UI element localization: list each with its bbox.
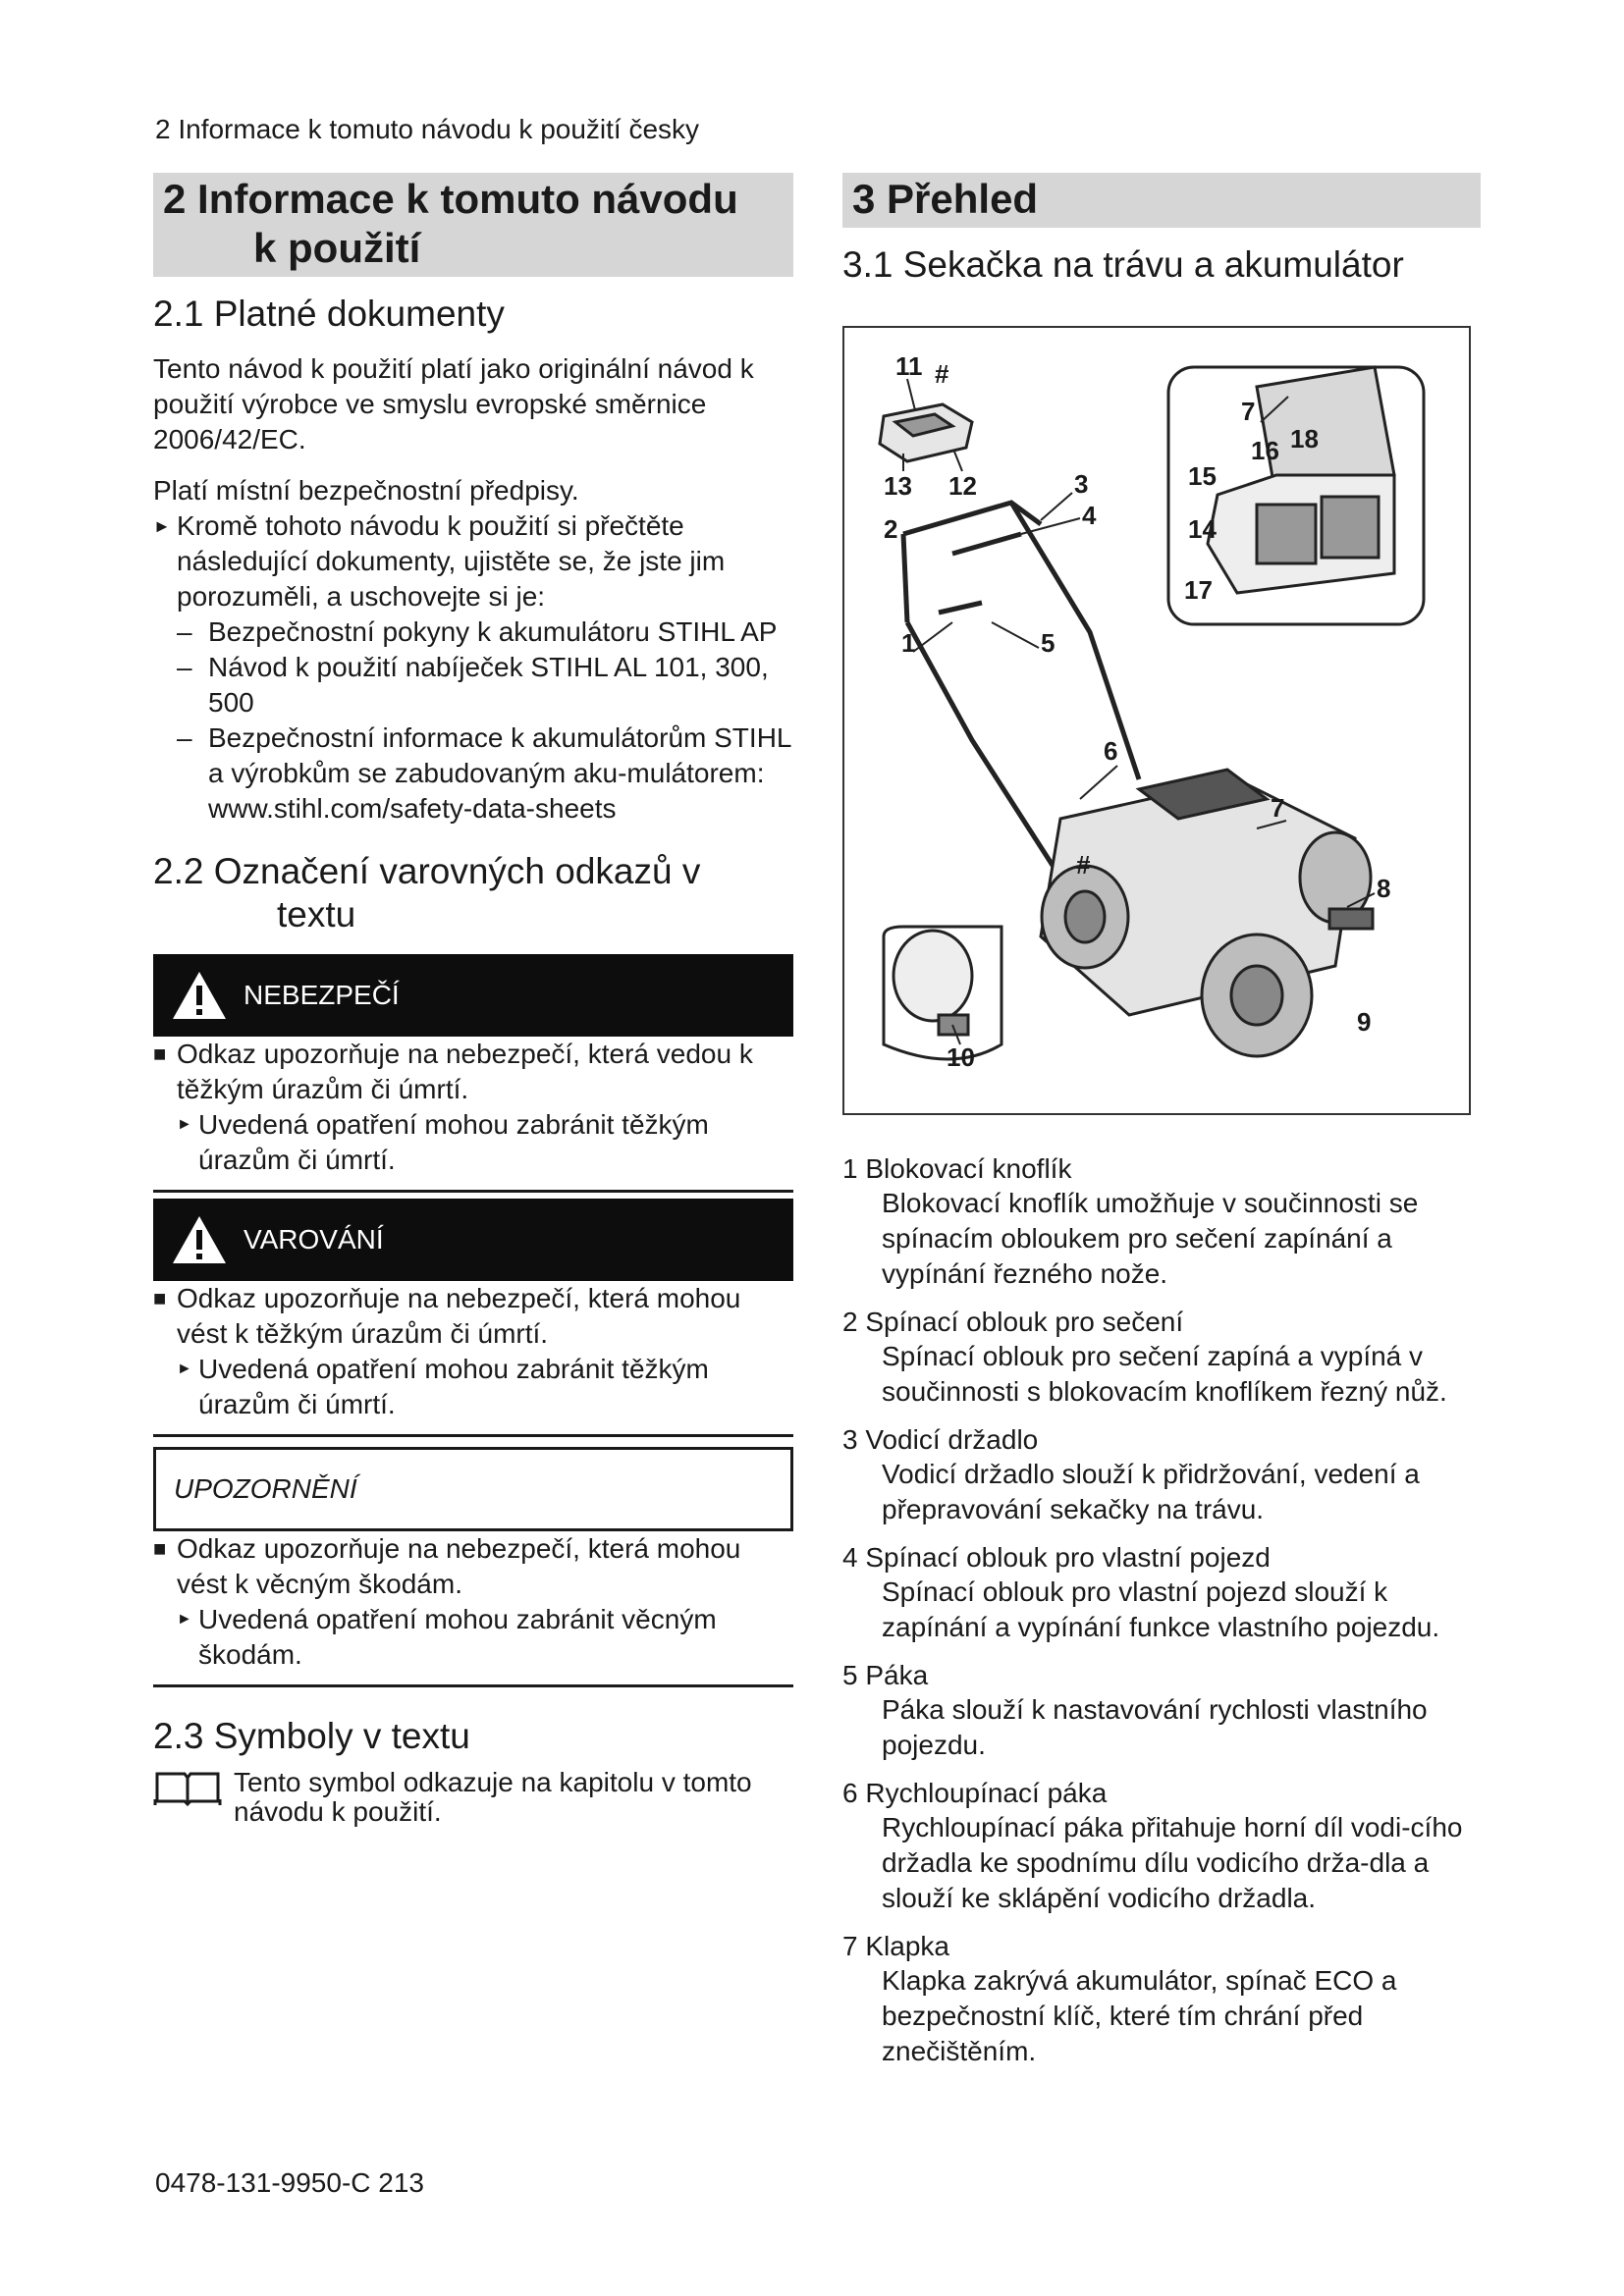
list-item <box>842 1777 1481 1916</box>
dash-item: – Bezpečnostní informace k akumulátorům STIHL a výrobkům se zabudovaným aku-mulátorem: www.stihl.com/safety-data-sheets <box>153 721 793 827</box>
callout-label: 9 <box>1357 1007 1372 1037</box>
item-desc: Vodicí držadlo slouží k přidržování, vedení a přepravování sekačky na trávu. <box>882 1459 1420 1524</box>
item-title: 3 Vodicí držadlo <box>842 1424 1039 1455</box>
list-item <box>842 1541 1481 1645</box>
right-column <box>842 173 1481 2083</box>
component-list <box>842 1152 1481 2069</box>
callout-label: 2 <box>884 514 898 544</box>
list-item <box>842 1659 1481 1763</box>
item-desc: Spínací oblouk pro vlastní pojezd slouží k zapínání a vypínání funkce vlastního pojezdu. <box>882 1576 1440 1642</box>
dash-item: – Bezpečnostní pokyny k akumulátoru STIHL AP <box>153 614 793 650</box>
warning-bar <box>153 1199 793 1281</box>
s21-para1: Tento návod k použití platí jako originální návod k použití výrobce ve smyslu evropské směrnice 2006/42/EC. <box>153 353 754 454</box>
section-2-2-title-line1: 2.2 Označení varovných odkazů v <box>153 851 701 891</box>
triangle-bullet-icon: ► <box>177 1611 192 1628</box>
callout-label: # <box>935 359 949 389</box>
dash-item-text: Bezpečnostní pokyny k akumulátoru STIHL AP <box>208 616 778 647</box>
notice-label: UPOZORNĚNÍ <box>174 1473 357 1504</box>
chapter-2-title-line1: 2 Informace k tomuto návodu <box>163 176 738 222</box>
mower-illustration <box>844 328 1469 1113</box>
book-symbol-row <box>153 1768 793 1827</box>
callout-label: 3 <box>1074 469 1089 499</box>
book-icon <box>153 1768 222 1807</box>
callout-label: 4 <box>1082 501 1097 530</box>
danger-text: Odkaz upozorňuje na nebezpečí, která vedou k těžkým úrazům či úmrtí. <box>177 1039 753 1104</box>
callout-label: 17 <box>1184 575 1213 605</box>
square-bullet-icon: ■ <box>153 1286 167 1310</box>
danger-bar <box>153 954 793 1037</box>
s21-bullet <box>153 508 793 614</box>
warning-triangle-icon <box>171 970 228 1021</box>
list-item <box>842 1306 1481 1410</box>
divider <box>153 1684 793 1687</box>
callout-label: 8 <box>1377 874 1391 903</box>
triangle-bullet-icon: ► <box>177 1361 192 1377</box>
callout-label: 11 <box>895 351 923 381</box>
callout-label: 15 <box>1188 461 1217 491</box>
s21-bullet-text: Kromě tohoto návodu k použití si přečtěte následující dokumenty, ujistěte se, že jste jim porozuměli, a uschovejte si je: <box>177 510 726 612</box>
warning-text: Odkaz upozorňuje na nebezpečí, která mohou vést k těžkým úrazům či úmrtí. <box>177 1283 741 1349</box>
callout-label: 7 <box>1241 397 1256 426</box>
height-adjuster-inset <box>884 927 1001 1059</box>
callout-label: 6 <box>1104 736 1118 766</box>
triangle-bullet-icon: ► <box>153 516 171 536</box>
notice-subtext: Uvedená opatření mohou zabránit věcným škodám. <box>198 1604 717 1670</box>
warning-triangle-icon <box>171 1214 228 1265</box>
notice-item <box>153 1531 793 1602</box>
callout-label: 5 <box>1041 628 1056 658</box>
list-item <box>842 1423 1481 1527</box>
danger-subtext: Uvedená opatření mohou zabránit těžkým úrazům či úmrtí. <box>198 1109 709 1175</box>
item-title: 7 Klapka <box>842 1931 949 1961</box>
mower-figure <box>842 326 1471 1115</box>
notice-subitem <box>153 1602 793 1673</box>
section-3-1-title: 3.1 Sekačka na trávu a akumulátor <box>842 244 1404 285</box>
item-desc: Klapka zakrývá akumulátor, spínač ECO a bezpečnostní klíč, které tím chrání před znečištěním. <box>882 1965 1397 2066</box>
page-footer: 0478-131-9950-C 213 <box>155 2167 424 2198</box>
section-2-3-title: 2.3 Symboly v textu <box>153 1716 470 1756</box>
divider <box>153 1190 793 1193</box>
warning-item <box>153 1281 793 1352</box>
dash-item-text: Návod k použití nabíječek STIHL AL 101, 300, 500 <box>208 652 769 718</box>
item-desc: Blokovací knoflík umožňuje v součinnosti se spínacím obloukem pro sečení zapínání a vypínání řezného nože. <box>882 1188 1419 1289</box>
section-2-2-title-line2: textu <box>277 894 356 934</box>
section-2-2-title <box>153 850 793 936</box>
divider <box>153 1434 793 1437</box>
triangle-bullet-icon: ► <box>177 1116 192 1133</box>
dash-item: – Návod k použití nabíječek STIHL AL 101, 300, 500 <box>153 650 793 721</box>
callout-label: # <box>1076 850 1091 880</box>
callout-label: 7 <box>1271 793 1285 823</box>
item-title: 4 Spínací oblouk pro vlastní pojezd <box>842 1542 1271 1573</box>
running-header: 2 Informace k tomuto návodu k použití česky <box>155 114 700 144</box>
mower-deck-drawing <box>1041 770 1373 1056</box>
callout-label: 1 <box>901 628 916 658</box>
dash-item-text: Bezpečnostní informace k akumulátorům STIHL a výrobkům se zabudovaným aku-mulátorem: www.stihl.com/safety-data-sheets <box>208 722 791 824</box>
warning-label: VAROVÁNÍ <box>244 1224 384 1255</box>
section-2-1-title: 2.1 Platné dokumenty <box>153 294 505 334</box>
item-desc: Rychloupínací páka přitahuje horní díl vodi-cího držadla ke spodnímu dílu vodicího drža-dla a slouží ke sklápění vodicího držadla. <box>882 1812 1463 1913</box>
s21-para2: Platí místní bezpečnostní předpisy. <box>153 475 579 506</box>
callout-label: 14 <box>1188 514 1217 544</box>
item-title: 6 Rychloupínací páka <box>842 1778 1108 1808</box>
danger-label: NEBEZPEČÍ <box>244 980 400 1010</box>
warning-subitem <box>153 1352 793 1422</box>
item-title: 2 Spínací oblouk pro sečení <box>842 1307 1184 1337</box>
list-item <box>842 1930 1481 2069</box>
battery-pack-drawing <box>880 404 972 461</box>
chapter-2-title-line2: k použití <box>253 225 421 271</box>
callout-label: 10 <box>947 1042 975 1072</box>
callout-label: 18 <box>1290 424 1319 454</box>
chapter-3-title: 3 Přehled <box>842 173 1481 228</box>
left-column <box>153 173 793 1827</box>
notice-box <box>153 1447 793 1531</box>
square-bullet-icon: ■ <box>153 1041 167 1066</box>
callout-label: 13 <box>884 471 912 501</box>
item-title: 1 Blokovací knoflík <box>842 1153 1072 1184</box>
callout-label: 12 <box>948 471 977 501</box>
list-item <box>842 1152 1481 1292</box>
warning-subtext: Uvedená opatření mohou zabránit těžkým úrazům či úmrtí. <box>198 1354 709 1419</box>
danger-subitem <box>153 1107 793 1178</box>
item-title: 5 Páka <box>842 1660 929 1690</box>
chapter-2-title <box>153 173 793 277</box>
notice-text: Odkaz upozorňuje na nebezpečí, která mohou vést k věcným škodám. <box>177 1533 741 1599</box>
square-bullet-icon: ■ <box>153 1536 167 1561</box>
callout-label: 16 <box>1251 436 1279 465</box>
item-desc: Spínací oblouk pro sečení zapíná a vypíná v součinnosti s blokovacím knoflíkem řezný nůž. <box>882 1341 1447 1407</box>
item-desc: Páka slouží k nastavování rychlosti vlastního pojezdu. <box>882 1694 1428 1760</box>
danger-item <box>153 1037 793 1107</box>
book-symbol-text: Tento symbol odkazuje na kapitolu v tomto návodu k použití. <box>234 1767 752 1827</box>
